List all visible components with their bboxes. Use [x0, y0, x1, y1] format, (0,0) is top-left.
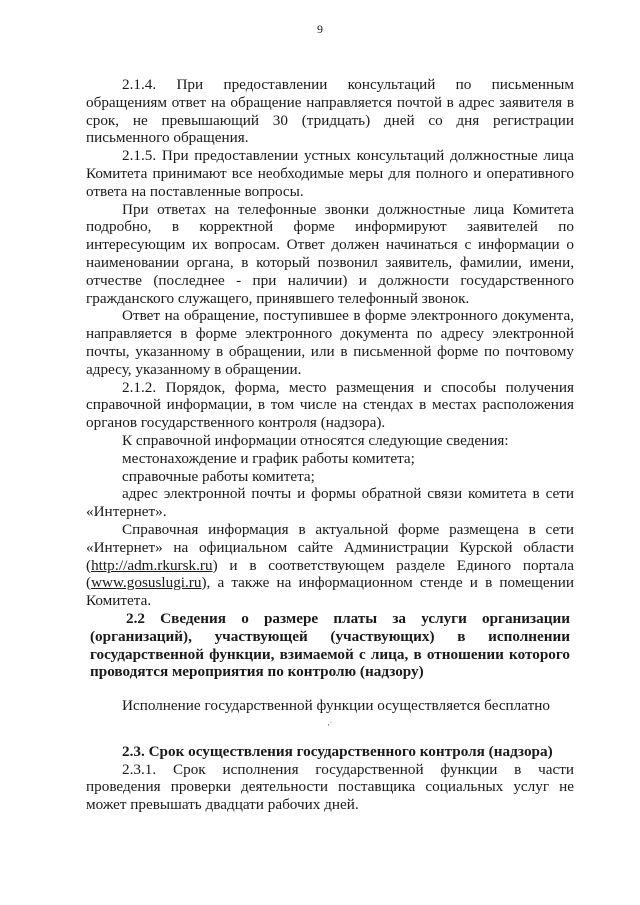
paragraph-2-1-4: 2.1.4. При предоставлении консультаций по письменным обращениям ответ на обращение направляется почтой в адрес заявителя в срок, не превышающий 30 (тридцать) дней со дня регистрации письменного обращения.: [86, 76, 574, 147]
list-item-phones: справочные работы комитета;: [122, 467, 315, 485]
section-2-2-heading: 2.2 Сведения о размере платы за услуги организации (организаций), участвующей (участвующих) в исполнении государственной функции, взимаемой с лица, в отношении которого проводятся мероприятия по контролю (надзору): [90, 609, 570, 681]
list-item-email: адрес электронной почты и формы обратной связи комитета в сети «Интернет».: [86, 485, 574, 521]
paragraph-reference-info-intro: К справочной информации относятся следующие сведения:: [122, 431, 509, 449]
paragraph-2-1-5: 2.1.5. При предоставлении устных консультаций должностные лица Комитета принимают все необходимые меры для полного и оперативного ответа на поставленные вопросы.: [86, 147, 574, 200]
paragraph-phone-calls: При ответах на телефонные звонки должностные лица Комитета подробно, в корректной форме информируют заявителей по интересующим их вопросам. Ответ должен начинаться с информации о наименовании органа, в который позвонил заявитель, фамилии, имени, отчестве (последнее - при наличии) и должности государственного гражданского служащего, принявшего телефонный звонок.: [86, 200, 574, 307]
paragraph-reference-info-placement: [86, 521, 574, 610]
page-number: 9: [317, 22, 323, 36]
section-2-3-text: 2.3.1. Срок исполнения государственной функции в части проведения проверки деятельности поставщика социальных услуг не может превышать двадцати рабочих дней.: [86, 760, 574, 814]
section-2-3-heading: 2.3. Срок осуществления государственного контроля (надзора): [122, 742, 553, 760]
list-item-location: местонахождение и график работы комитета;: [122, 449, 415, 467]
placement-text-1: Справочная информация в актуальной форме размещена в сети «Интернет» на официальном сайте Администрации Курской области (: [86, 520, 574, 574]
stray-mark: ,·: [327, 717, 333, 727]
placement-text-2: ) и в соответствующем разделе Единого портала (: [86, 556, 574, 592]
paragraph-2-1-2: 2.1.2. Порядок, форма, место размещения и способы получения справочной информации, в том числе на стендах в местах расположения органов государственного контроля (надзора).: [86, 378, 574, 432]
link-adm-rkursk[interactable]: http://adm.rkursk.ru: [91, 556, 213, 574]
paragraph-electronic-reply: Ответ на обращение, поступившее в форме электронного документа, направляется в форме электронного документа по адресу электронной почты, указанному в обращении, или в письменной форме по почтовому адресу, указанному в обращении.: [86, 307, 574, 378]
placement-text-3: ), а также на информационном стенде и в помещении Комитета.: [86, 574, 574, 610]
section-2-2-text: Исполнение государственной функции осуществляется бесплатно: [122, 697, 550, 715]
document-body: [86, 76, 574, 814]
link-gosuslugi[interactable]: www.gosuslugi.ru: [91, 574, 202, 592]
